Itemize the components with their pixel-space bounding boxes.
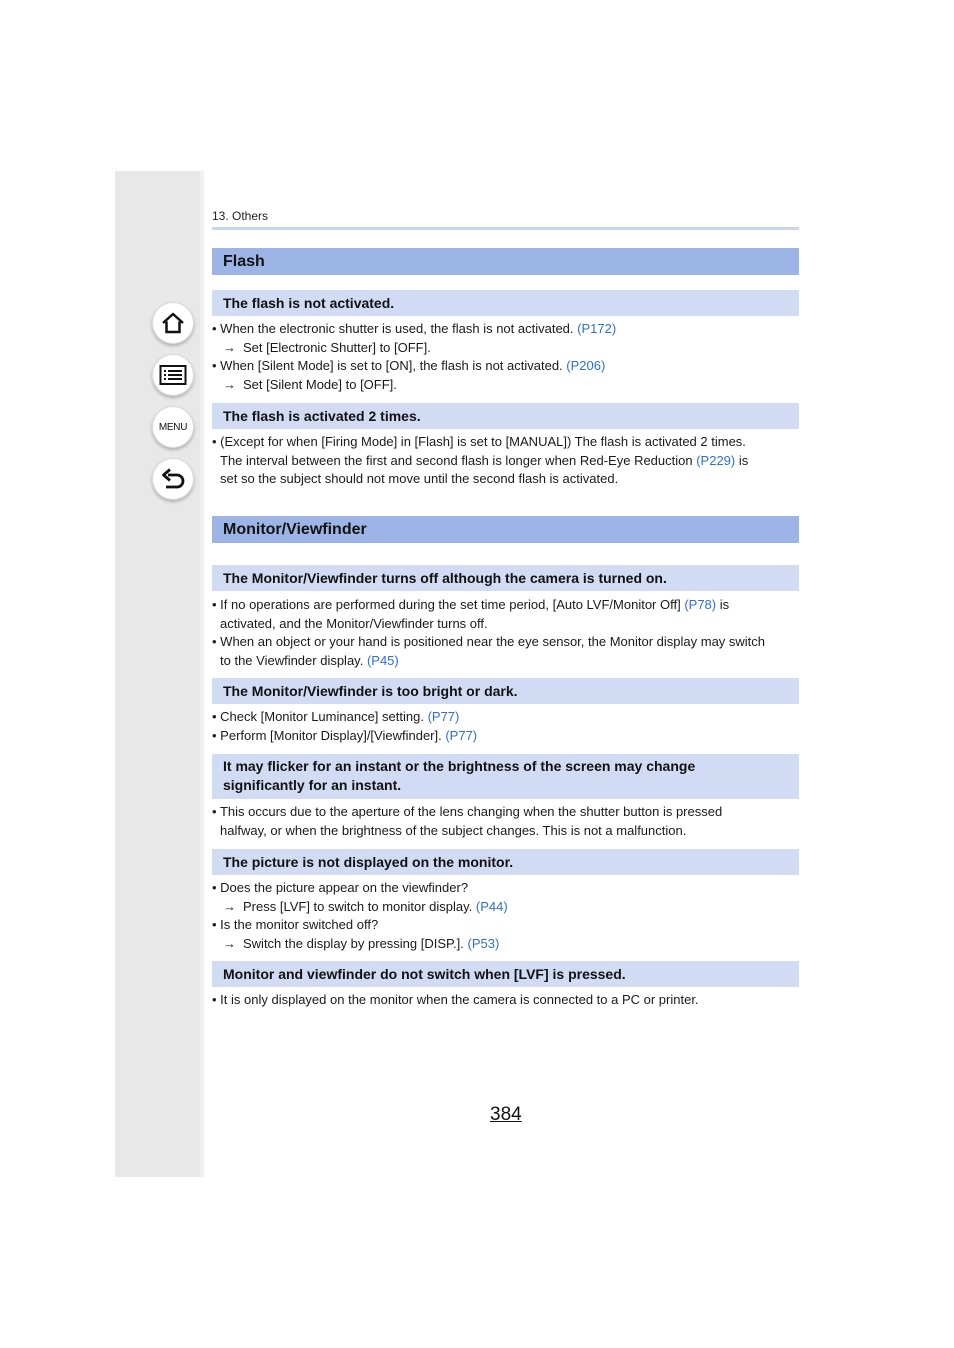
list-item: • If no operations are performed during the set time period, [Auto LVF/Monitor Off] (P78) is (212, 597, 730, 612)
list-item: • Is the monitor switched off? (212, 917, 379, 932)
return-icon (159, 466, 187, 492)
list-item: • It is only displayed on the monitor when the camera is connected to a PC or printer. (212, 992, 699, 1007)
page-link[interactable]: (P78) (684, 597, 717, 612)
page-number: 384 (490, 1104, 522, 1125)
text-line: set so the subject should not move until the second flash is activated. (220, 471, 619, 486)
subheading-flicker: It may flicker for an instant or the brightness of the screen may change significantly for an instant. (212, 754, 799, 799)
list-item: • Perform [Monitor Display]/[Viewfinder]. (P77) (212, 727, 478, 743)
list-item: • When an object or your hand is positioned near the eye sensor, the Monitor display may switch (212, 634, 766, 649)
action-line: → Press [LVF] to switch to monitor display. (P44) (212, 898, 799, 917)
subheading-flash-twice: The flash is activated 2 times. (212, 403, 799, 429)
text-line: The interval between the first and second flash is longer when Red-Eye Reduction (P229) is (220, 452, 749, 468)
subheading-monitor-turns-off: The Monitor/Viewfinder turns off although the camera is turned on. (212, 565, 799, 591)
subheading-flash-not-activated: The flash is not activated. (212, 290, 799, 316)
toc-button[interactable] (152, 354, 194, 396)
subheading-monitor-brightness: The Monitor/Viewfinder is too bright or dark. (212, 678, 799, 704)
home-icon (160, 310, 186, 336)
action-line: → Set [Electronic Shutter] to [OFF]. (212, 339, 799, 358)
page-link[interactable]: (P229) (696, 452, 736, 468)
sidebar-edge (200, 171, 204, 1177)
text-line: halfway, or when the brightness of the subject changes. This is not a malfunction. (220, 822, 687, 838)
monitor-turns-off-body (212, 596, 799, 670)
page-link[interactable]: (P206) (566, 358, 606, 373)
chapter-rule (212, 227, 799, 230)
text-line: activated, and the Monitor/Viewfinder turns off. (220, 615, 488, 631)
monitor-brightness-body (212, 708, 799, 745)
home-button[interactable] (152, 302, 194, 344)
text-line: to the Viewfinder display. (P45) (220, 652, 399, 668)
list-item: • When [Silent Mode] is set to [ON], the flash is not activated. (P206) (212, 358, 606, 373)
list-item: • This occurs due to the aperture of the lens changing when the shutter button is pressed (212, 804, 723, 819)
page-link[interactable]: (P45) (366, 652, 399, 668)
chapter-label: 13. Others (212, 209, 269, 223)
no-picture-body (212, 879, 799, 953)
list-item: • Check [Monitor Luminance] setting. (P77) (212, 709, 460, 724)
list-item: • Does the picture appear on the viewfinder? (212, 880, 469, 895)
subheading-lvf-switch: Monitor and viewfinder do not switch when [LVF] is pressed. (212, 961, 799, 987)
arrow-icon: → (223, 339, 236, 355)
lvf-switch-body (212, 991, 799, 1010)
arrow-icon: → (223, 935, 236, 951)
arrow-icon: → (223, 898, 236, 914)
list-item: • (Except for when [Firing Mode] in [Flash] is set to [MANUAL]) The flash is activated 2 times. (212, 434, 746, 449)
page-link[interactable]: (P172) (577, 321, 617, 336)
menu-label: MENU (158, 421, 188, 433)
flash-twice-body (212, 433, 799, 489)
section-heading-monitor: Monitor/Viewfinder (212, 516, 799, 543)
action-line: → Set [Silent Mode] to [OFF]. (212, 376, 799, 395)
flicker-body (212, 803, 799, 840)
page-link[interactable]: (P77) (427, 709, 460, 724)
list-item: • When the electronic shutter is used, the flash is not activated. (P172) (212, 321, 617, 336)
list-icon (159, 364, 187, 386)
section-heading-flash: Flash (212, 248, 799, 275)
arrow-icon: → (223, 376, 236, 392)
back-button[interactable] (152, 458, 194, 500)
page-link[interactable]: (P77) (445, 727, 478, 743)
flash-not-activated-body (212, 320, 799, 394)
action-line: → Switch the display by pressing [DISP.]. (P53) (212, 935, 799, 954)
page-link[interactable]: (P53) (467, 935, 500, 951)
page-link[interactable]: (P44) (475, 898, 508, 914)
menu-button[interactable] (152, 406, 194, 448)
subheading-no-picture: The picture is not displayed on the monitor. (212, 849, 799, 875)
